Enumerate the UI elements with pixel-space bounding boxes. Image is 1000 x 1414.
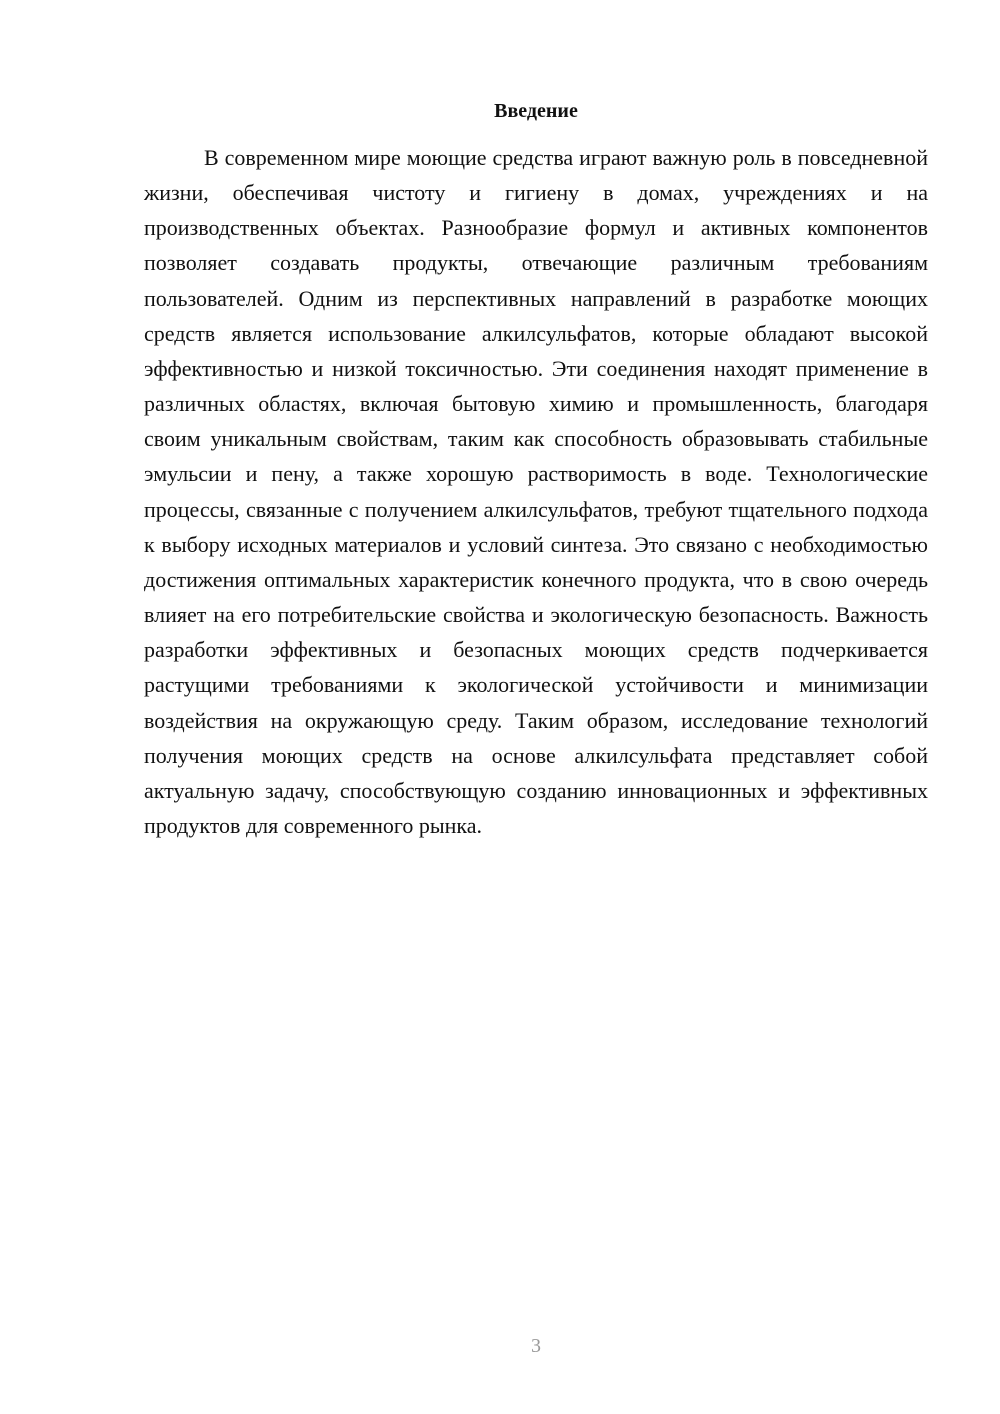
page-number: 3 xyxy=(531,1335,541,1357)
introduction-paragraph: В современном мире моющие средства играют важную роль в повседневной жизни, обеспечивая чистоту и гигиену в домах, учреждениях и на производственных объектах. Разнообразие формул и активных компонентов позволяет создавать продукты, отвечающие различным требованиям пользователей. Одним из перспективных направлений в разработке моющих средств является использование алкилсульфатов, которые обладают высокой эффективностью и низкой токсичностью. Эти соединения находят применение в различных областях, включая бытовую химию и промышленность, благодаря своим уникальным свойствам, таким как способность образовывать стабильные эмульсии и пену, а также хорошую растворимость в воде. Технологические процессы, связанные с получением алкилсульфатов, требуют тщательного подхода к выбору исходных материалов и условий синтеза. Это связано с необходимостью достижения оптимальных характеристик конечного продукта, что в свою очередь влияет на его потребительские свойства и экологическую безопасность. Важность разработки эффективных и безопасных моющих средств подчеркивается растущими требованиями к экологической устойчивости и минимизации воздействия на окружающую среду. Таким образом, исследование технологий получения моющих средств на основе алкилсульфата представляет собой актуальную задачу, способствующую созданию инновационных и эффективных продуктов для современного рынка. xyxy=(144,145,928,838)
page-title: Введение xyxy=(494,100,578,122)
